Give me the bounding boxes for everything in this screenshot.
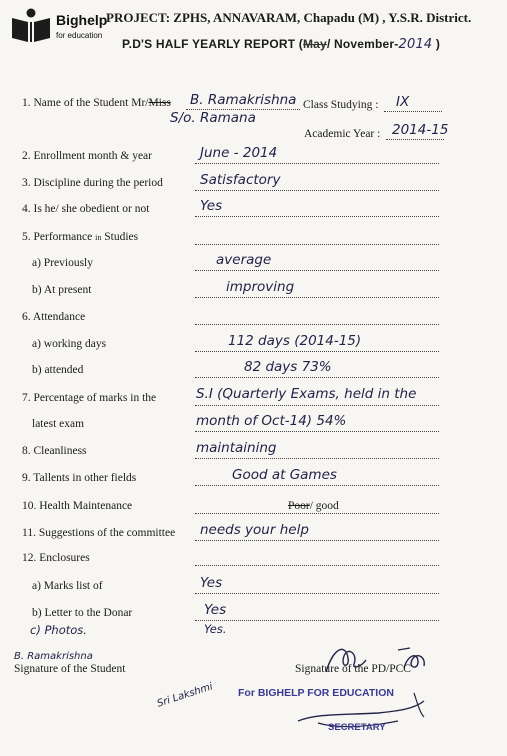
book-logo-icon [8,6,54,46]
talents-label: 9. Tallents in other fields [22,472,137,484]
cleanliness-value: maintaining [196,440,277,456]
student-initial-scribble: Sri Lakshmi [155,681,215,710]
performance-label [22,231,138,243]
marks-dots-1 [195,404,439,406]
report-title [122,37,440,52]
class-value: IX [396,94,410,110]
performance-dots [195,243,439,245]
cleanliness-label: 8. Cleanliness [22,445,87,457]
academic-year-value: 2014-15 [392,122,449,138]
stamp-secretary: SECRETARY [328,722,386,733]
attended-label: b) attended [32,364,84,376]
performance-label-in: in [95,233,102,242]
report-title-suffix: / November- [326,37,399,51]
previously-label: a) Previously [32,257,94,269]
performance-label-studies: Studies [104,231,139,243]
student-signature: B. Ramakrishna [14,651,93,662]
talents-dots [195,484,439,486]
enclosures-label: 12. Enclosures [22,552,90,564]
present-label: b) At present [32,284,92,296]
discipline-label: 3. Discipline during the period [22,177,163,189]
marks-label-2: latest exam [32,418,85,430]
enroll-dots [195,162,439,164]
discipline-value: Satisfactory [200,172,281,188]
discipline-dots [195,189,439,191]
enroll-label: 2. Enrollment month & year [22,150,152,162]
report-title-year: 2014 [398,37,433,52]
letter-dots [195,619,439,621]
report-title-prefix: P.D'S HALF YEARLY REPORT ( [122,37,303,51]
attendance-dots [195,323,439,325]
health-good: / good [309,500,339,512]
talents-value: Good at Games [232,467,337,483]
logo-tagline: for education [56,31,103,40]
health-dots [195,512,439,514]
marks-value-1: S.I (Quarterly Exams, held in the [196,386,417,402]
health-struck: Poor [288,500,310,512]
previously-value: average [216,252,272,268]
suggestions-dots [195,539,439,541]
working-days-dots [195,350,439,352]
marks-list-dots [195,592,439,594]
student-signature-label: Signature of the Student [14,663,126,675]
marks-label: 7. Percentage of marks in the [22,392,157,404]
name-label-struck: Miss [148,97,171,109]
cleanliness-dots [195,457,439,459]
photos-label: c) Photos. [30,623,87,637]
name-label [22,97,171,109]
marks-value-2: month of Oct-14) 54% [196,413,347,429]
enroll-value: June - 2014 [200,145,278,161]
attended-value: 82 days 73% [244,359,332,375]
suggestions-label: 11. Suggestions of the committee [22,527,176,539]
working-days-value: 112 days (2014-15) [228,333,362,349]
present-value: improving [226,279,295,295]
marks-list-value: Yes [200,575,223,591]
report-title-close: ) [432,37,441,51]
attendance-label: 6. Attendance [22,311,86,323]
present-dots [195,296,439,298]
suggestions-value: needs your help [200,522,309,538]
letter-label: b) Letter to the Donar [32,607,133,619]
health-label: 10. Health Maintenance [22,500,133,512]
class-dots [384,110,442,112]
obedient-label: 4. Is he/ she obedient or not [22,203,150,215]
previously-dots [195,269,439,271]
performance-label-text: 5. Performance [22,231,93,243]
academic-year-dots [386,138,444,140]
secretary-stamp [228,683,448,745]
stamp-organisation: For BIGHELP FOR EDUCATION [238,687,394,699]
logo-name: Bighelp [56,12,108,28]
father-name-value: S/o. Ramana [170,110,256,126]
report-title-struck-month: May [302,37,327,51]
letter-value: Yes [204,602,227,618]
academic-year-label: Academic Year : [304,128,381,140]
health-value [288,500,339,512]
class-label: Class Studying : [303,99,379,111]
photos-value: Yes. [204,622,227,636]
obedient-dots [195,215,439,217]
obedient-value: Yes [200,198,223,214]
enclosures-dots [195,564,439,566]
name-label-text: 1. Name of the Student Mr/ [22,97,149,109]
project-heading: PROJECT: ZPHS, ANNAVARAM, Chapadu (M) , Y.S.R. District. [106,10,472,25]
pd-signature-label: Signature of the PD/PCC [295,663,411,675]
marks-list-label: a) Marks list of [32,580,103,592]
student-name-value: B. Ramakrishna [190,92,297,108]
marks-dots-2 [195,430,439,432]
working-days-label: a) working days [32,338,107,350]
attended-dots [195,376,439,378]
